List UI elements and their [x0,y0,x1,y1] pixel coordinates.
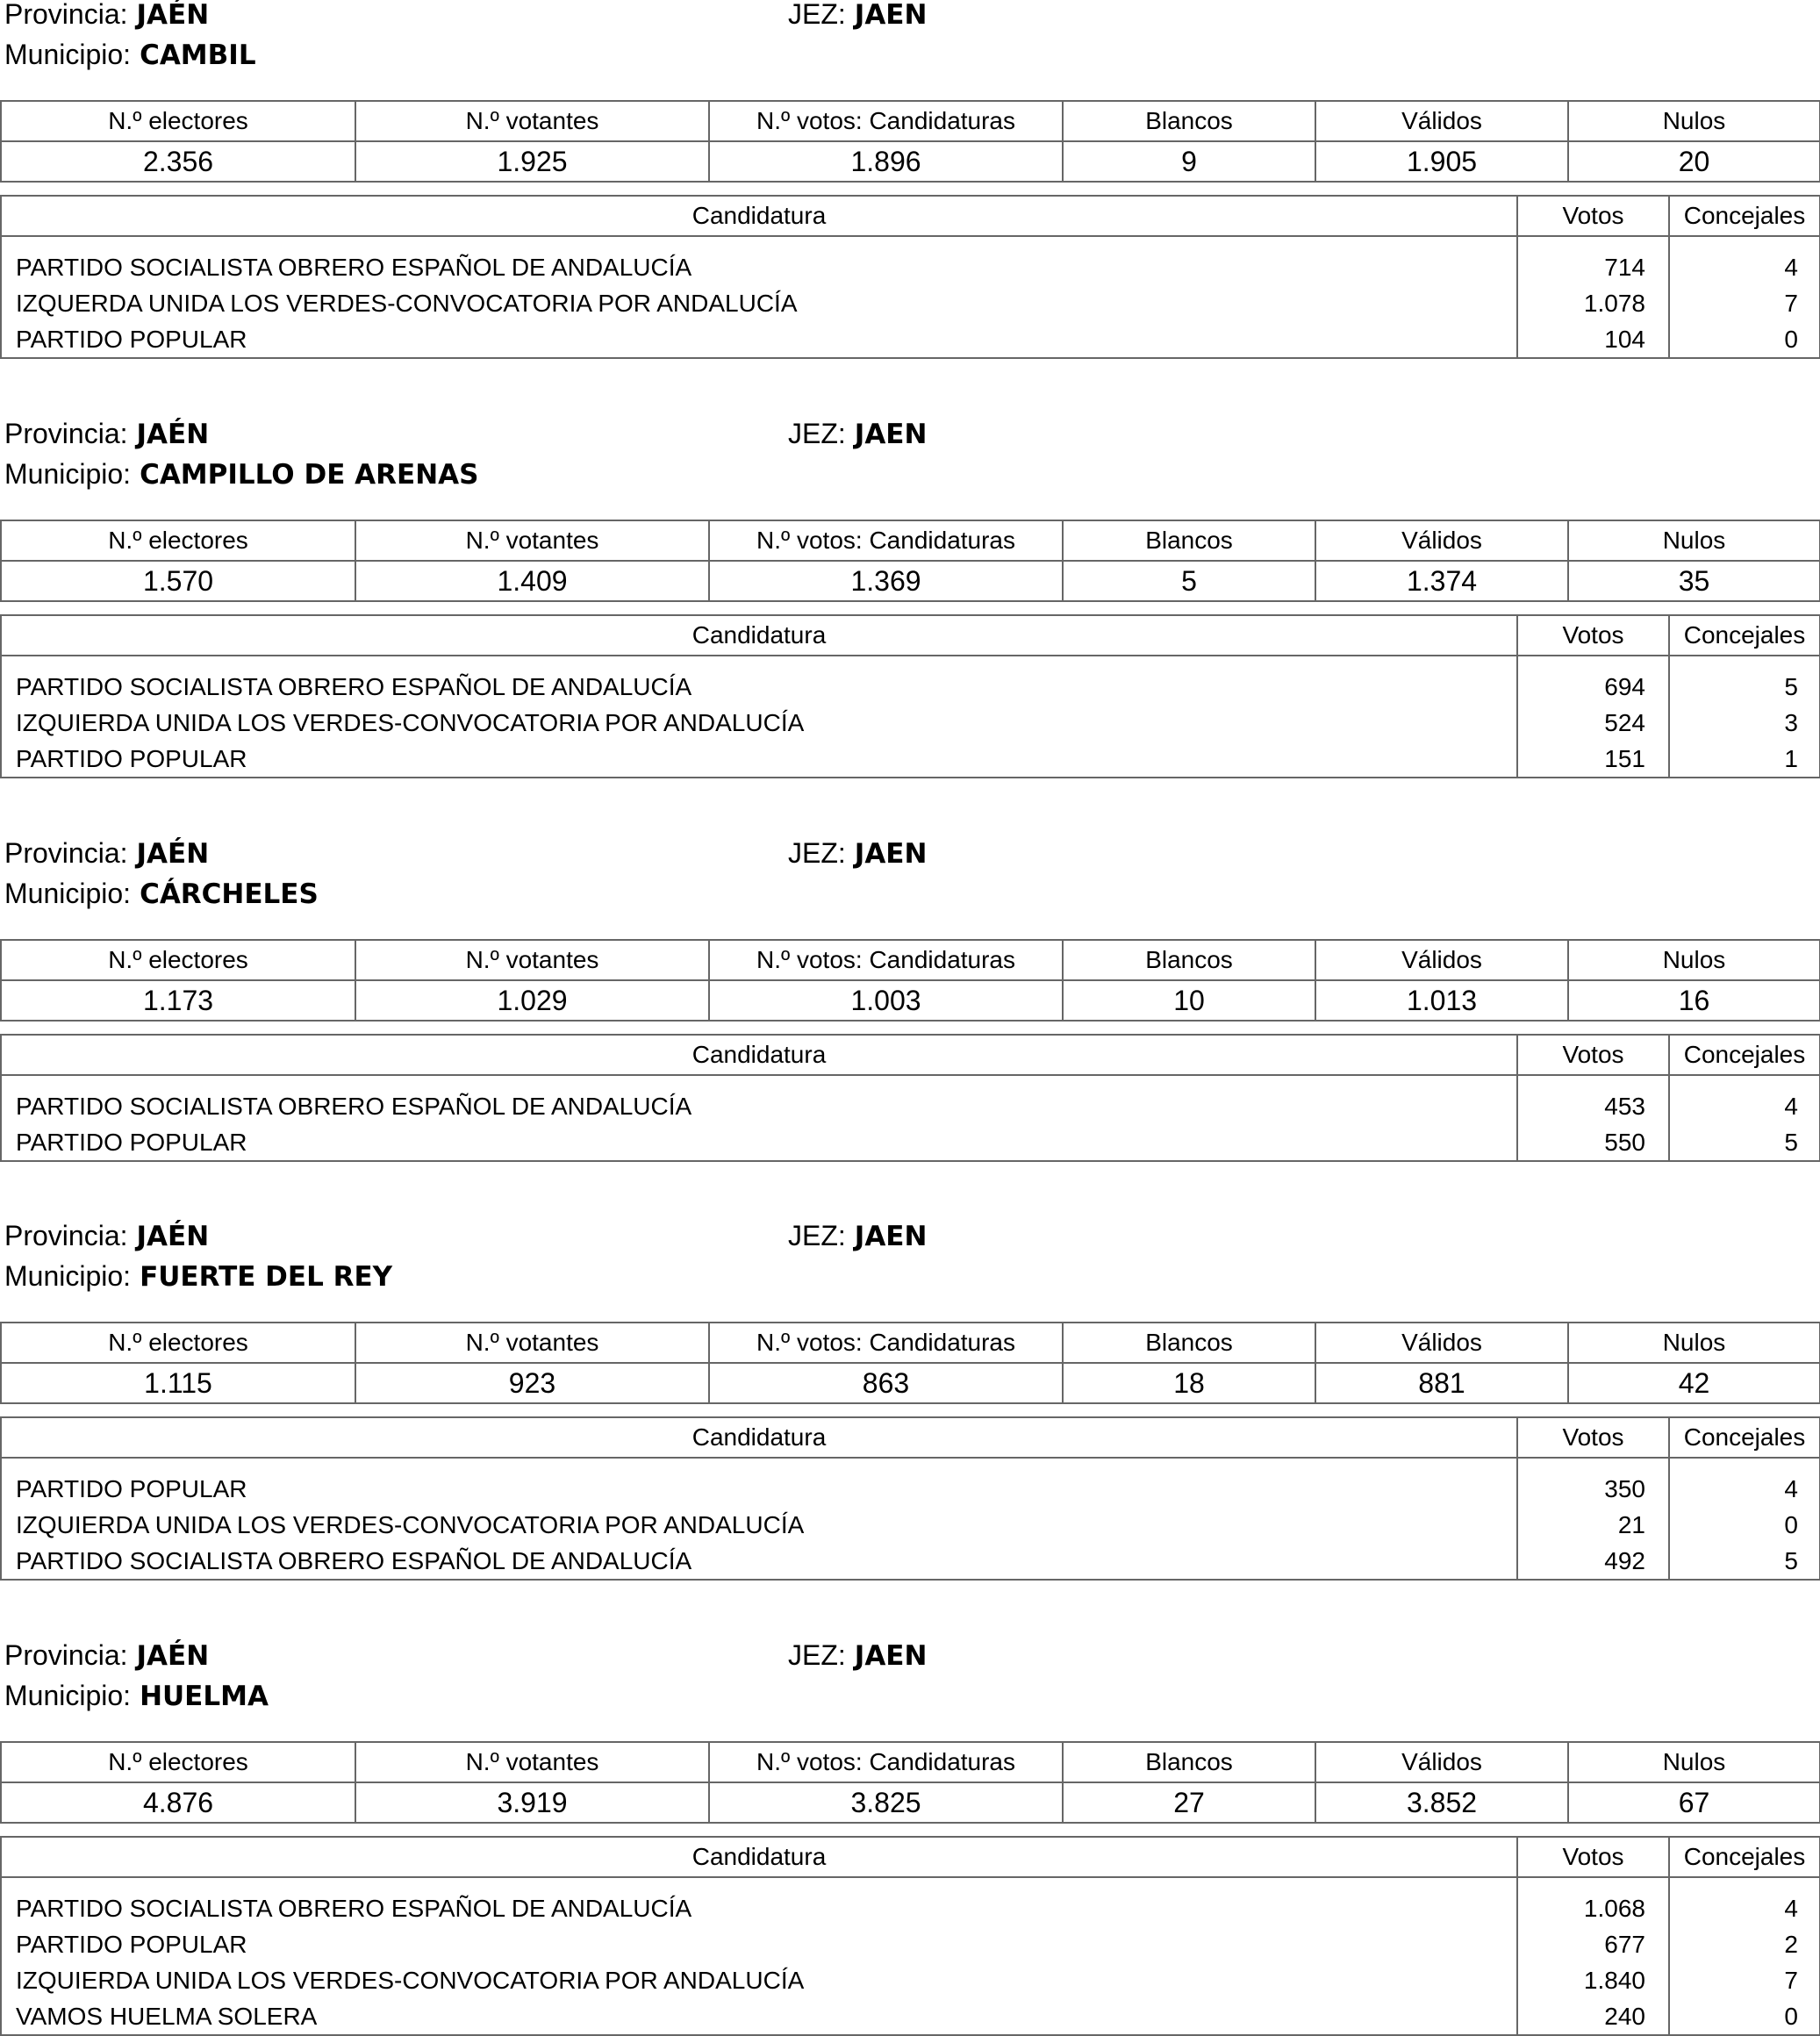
jez-line [788,0,927,31]
candidatura-name: IZQUIERDA UNIDA LOS VERDES-CONVOCATORIA POR ANDALUCÍA [16,1510,805,1538]
candidatura-name: PARTIDO POPULAR [16,1128,247,1156]
candidatura-votos: 714 [1517,236,1669,285]
stats-value-votantes: 923 [355,1363,709,1403]
provincia-label: Provincia: [4,1220,128,1251]
municipio-value: CAMPILLO DE ARENAS [140,459,479,491]
stats-value-validos: 1.374 [1315,561,1568,601]
candidatura-name: PARTIDO POPULAR [16,1474,247,1502]
candidatura-header: Candidatura [1,1417,1517,1458]
candidatura-row [1,1075,1820,1124]
candidatura-votos: 524 [1517,705,1669,741]
stats-header-nulos: Nulos [1568,1323,1820,1363]
candidatura-name: PARTIDO SOCIALISTA OBRERO ESPAÑOL DE ANDALUCÍA [16,1546,692,1574]
candidatura-name: PARTIDO POPULAR [16,1930,247,1958]
concejales-header: Concejales [1669,615,1820,656]
candidatura-row [1,1998,1820,2035]
stats-header-votos-cand: N.º votos: Candidaturas [709,101,1063,141]
votos-header: Votos [1517,1035,1669,1075]
concejales-header: Concejales [1669,1837,1820,1877]
candidaturas-header-row [1,196,1820,236]
stats-table [0,100,1820,183]
stats-value-validos: 3.852 [1315,1782,1568,1823]
jez-line [788,418,927,450]
stats-value-nulos: 16 [1568,980,1820,1021]
candidatura-row [1,656,1820,705]
candidatura-votos: 492 [1517,1543,1669,1580]
candidaturas-table [0,1416,1820,1581]
stats-header-blancos: Blancos [1063,101,1315,141]
stats-header-blancos: Blancos [1063,520,1315,561]
stats-table [0,1741,1820,1824]
stats-header-votantes: N.º votantes [355,1742,709,1782]
municipio-line [4,458,478,491]
stats-value-blancos: 9 [1063,141,1315,182]
stats-value-votos-cand: 863 [709,1363,1063,1403]
stats-value-blancos: 18 [1063,1363,1315,1403]
votos-header: Votos [1517,1837,1669,1877]
stats-value-blancos: 10 [1063,980,1315,1021]
stats-value-electores: 1.173 [1,980,355,1021]
candidatura-row [1,285,1820,321]
municipio-label: Municipio: [4,39,132,70]
stats-value-validos: 1.013 [1315,980,1568,1021]
candidatura-votos: 1.068 [1517,1877,1669,1926]
stats-value-votantes: 1.029 [355,980,709,1021]
jez-label: JEZ: [788,0,846,30]
stats-header-electores: N.º electores [1,940,355,980]
votos-header: Votos [1517,615,1669,656]
provincia-line [4,1639,209,1672]
candidatura-concejales: 0 [1669,321,1820,358]
candidatura-name: IZQUERDA UNIDA LOS VERDES-CONVOCATORIA POR ANDALUCÍA [16,289,798,317]
stats-value-validos: 1.905 [1315,141,1568,182]
stats-value-votantes: 1.925 [355,141,709,182]
candidatura-votos: 240 [1517,1998,1669,2035]
candidatura-row [1,1543,1820,1580]
stats-header-electores: N.º electores [1,520,355,561]
stats-header-electores: N.º electores [1,1323,355,1363]
candidaturas-header-row [1,1837,1820,1877]
concejales-header: Concejales [1669,1417,1820,1458]
provincia-label: Provincia: [4,837,128,869]
municipio-line [4,878,319,910]
candidatura-name: IZQUIERDA UNIDA LOS VERDES-CONVOCATORIA POR ANDALUCÍA [16,1966,805,1994]
candidatura-votos: 21 [1517,1507,1669,1543]
candidatura-row [1,1926,1820,1962]
stats-header-votantes: N.º votantes [355,940,709,980]
concejales-header: Concejales [1669,1035,1820,1075]
candidaturas-header-row [1,615,1820,656]
jez-label: JEZ: [788,837,846,869]
candidatura-row [1,1507,1820,1543]
stats-header-row [1,520,1820,561]
candidatura-concejales: 3 [1669,705,1820,741]
candidatura-row [1,1458,1820,1507]
stats-value-nulos: 67 [1568,1782,1820,1823]
stats-header-votos-cand: N.º votos: Candidaturas [709,520,1063,561]
stats-value-row [1,141,1820,182]
stats-value-nulos: 42 [1568,1363,1820,1403]
candidatura-header: Candidatura [1,615,1517,656]
provincia-value: JAÉN [136,0,210,31]
stats-header-votos-cand: N.º votos: Candidaturas [709,1323,1063,1363]
stats-header-validos: Válidos [1315,101,1568,141]
jez-label: JEZ: [788,418,846,449]
candidatura-row [1,1124,1820,1161]
stats-header-validos: Válidos [1315,520,1568,561]
stats-header-nulos: Nulos [1568,1742,1820,1782]
candidaturas-table [0,1034,1820,1162]
candidatura-votos: 550 [1517,1124,1669,1161]
candidatura-name: PARTIDO SOCIALISTA OBRERO ESPAÑOL DE ANDALUCÍA [16,1092,692,1120]
municipio-label: Municipio: [4,1260,132,1292]
candidaturas-table [0,195,1820,359]
jez-value: JAEN [854,0,928,31]
candidatura-header: Candidatura [1,1837,1517,1877]
candidatura-row [1,705,1820,741]
stats-value-votantes: 3.919 [355,1782,709,1823]
stats-header-votos-cand: N.º votos: Candidaturas [709,940,1063,980]
candidatura-concejales: 5 [1669,1543,1820,1580]
municipio-label: Municipio: [4,1680,132,1711]
stats-header-blancos: Blancos [1063,1323,1315,1363]
stats-header-electores: N.º electores [1,1742,355,1782]
stats-value-nulos: 35 [1568,561,1820,601]
stats-header-row [1,1323,1820,1363]
candidatura-votos: 350 [1517,1458,1669,1507]
stats-value-electores: 2.356 [1,141,355,182]
candidatura-name: PARTIDO SOCIALISTA OBRERO ESPAÑOL DE ANDALUCÍA [16,253,692,281]
stats-header-votantes: N.º votantes [355,101,709,141]
stats-table [0,939,1820,1022]
candidatura-concejales: 4 [1669,1458,1820,1507]
stats-value-electores: 1.115 [1,1363,355,1403]
jez-value: JAEN [854,1221,928,1252]
candidatura-header: Candidatura [1,1035,1517,1075]
candidatura-concejales: 4 [1669,1075,1820,1124]
stats-value-row [1,1782,1820,1823]
provincia-label: Provincia: [4,0,128,30]
provincia-value: JAÉN [136,419,210,450]
municipio-line [4,1680,269,1712]
votos-header: Votos [1517,1417,1669,1458]
candidaturas-table [0,1836,1820,2036]
candidatura-votos: 694 [1517,656,1669,705]
stats-value-blancos: 27 [1063,1782,1315,1823]
provincia-value: JAÉN [136,1221,210,1252]
provincia-line [4,418,209,450]
stats-table [0,1322,1820,1404]
jez-value: JAEN [854,838,928,870]
stats-header-validos: Válidos [1315,940,1568,980]
stats-header-validos: Válidos [1315,1323,1568,1363]
municipio-line [4,1260,392,1293]
municipio-value: CAMBIL [140,39,256,71]
stats-value-nulos: 20 [1568,141,1820,182]
candidatura-name: PARTIDO SOCIALISTA OBRERO ESPAÑOL DE ANDALUCÍA [16,1894,692,1922]
jez-line [788,1220,927,1252]
candidatura-name: IZQUIERDA UNIDA LOS VERDES-CONVOCATORIA POR ANDALUCÍA [16,708,805,736]
municipio-value: HUELMA [140,1681,269,1712]
stats-value-votos-cand: 1.003 [709,980,1063,1021]
candidatura-concejales: 7 [1669,1962,1820,1998]
provincia-line [4,837,209,870]
jez-label: JEZ: [788,1639,846,1671]
jez-value: JAEN [854,419,928,450]
candidatura-concejales: 5 [1669,1124,1820,1161]
stats-value-row [1,561,1820,601]
candidatura-votos: 104 [1517,321,1669,358]
stats-header-electores: N.º electores [1,101,355,141]
stats-value-row [1,1363,1820,1403]
stats-table [0,520,1820,602]
concejales-header: Concejales [1669,196,1820,236]
candidatura-concejales: 4 [1669,1877,1820,1926]
candidatura-header: Candidatura [1,196,1517,236]
candidaturas-header-row [1,1035,1820,1075]
stats-header-validos: Válidos [1315,1742,1568,1782]
stats-value-blancos: 5 [1063,561,1315,601]
stats-value-votos-cand: 3.825 [709,1782,1063,1823]
votos-header: Votos [1517,196,1669,236]
candidatura-concejales: 1 [1669,741,1820,778]
jez-line [788,1639,927,1672]
candidatura-name: PARTIDO POPULAR [16,744,247,772]
municipio-label: Municipio: [4,458,132,490]
jez-value: JAEN [854,1640,928,1672]
candidatura-votos: 453 [1517,1075,1669,1124]
stats-header-nulos: Nulos [1568,101,1820,141]
municipio-label: Municipio: [4,878,132,909]
candidatura-concejales: 4 [1669,236,1820,285]
candidatura-name: VAMOS HUELMA SOLERA [16,2002,318,2030]
stats-value-votos-cand: 1.896 [709,141,1063,182]
stats-header-row [1,101,1820,141]
municipio-value: CÁRCHELES [140,878,319,910]
jez-label: JEZ: [788,1220,846,1251]
provincia-line [4,0,209,31]
candidaturas-table [0,614,1820,778]
stats-header-nulos: Nulos [1568,520,1820,561]
candidatura-name: PARTIDO POPULAR [16,325,247,353]
candidatura-row [1,1962,1820,1998]
candidatura-concejales: 5 [1669,656,1820,705]
candidatura-concejales: 2 [1669,1926,1820,1962]
candidatura-votos: 677 [1517,1926,1669,1962]
provincia-label: Provincia: [4,1639,128,1671]
stats-header-votantes: N.º votantes [355,1323,709,1363]
stats-header-row [1,940,1820,980]
candidatura-row [1,236,1820,285]
stats-value-electores: 4.876 [1,1782,355,1823]
candidatura-row [1,321,1820,358]
stats-header-blancos: Blancos [1063,940,1315,980]
municipio-value: FUERTE DEL REY [140,1261,393,1293]
stats-header-nulos: Nulos [1568,940,1820,980]
candidatura-votos: 151 [1517,741,1669,778]
candidatura-concejales: 7 [1669,285,1820,321]
stats-value-electores: 1.570 [1,561,355,601]
provincia-label: Provincia: [4,418,128,449]
stats-header-votantes: N.º votantes [355,520,709,561]
candidatura-concejales: 0 [1669,1507,1820,1543]
stats-header-blancos: Blancos [1063,1742,1315,1782]
municipio-line [4,39,256,71]
stats-value-validos: 881 [1315,1363,1568,1403]
candidatura-name: PARTIDO SOCIALISTA OBRERO ESPAÑOL DE ANDALUCÍA [16,672,692,700]
stats-value-votos-cand: 1.369 [709,561,1063,601]
stats-value-row [1,980,1820,1021]
stats-header-votos-cand: N.º votos: Candidaturas [709,1742,1063,1782]
stats-value-votantes: 1.409 [355,561,709,601]
candidatura-votos: 1.078 [1517,285,1669,321]
candidatura-votos: 1.840 [1517,1962,1669,1998]
provincia-value: JAÉN [136,1640,210,1672]
provincia-value: JAÉN [136,838,210,870]
candidaturas-header-row [1,1417,1820,1458]
stats-header-row [1,1742,1820,1782]
provincia-line [4,1220,209,1252]
jez-line [788,837,927,870]
candidatura-concejales: 0 [1669,1998,1820,2035]
candidatura-row [1,1877,1820,1926]
candidatura-row [1,741,1820,778]
